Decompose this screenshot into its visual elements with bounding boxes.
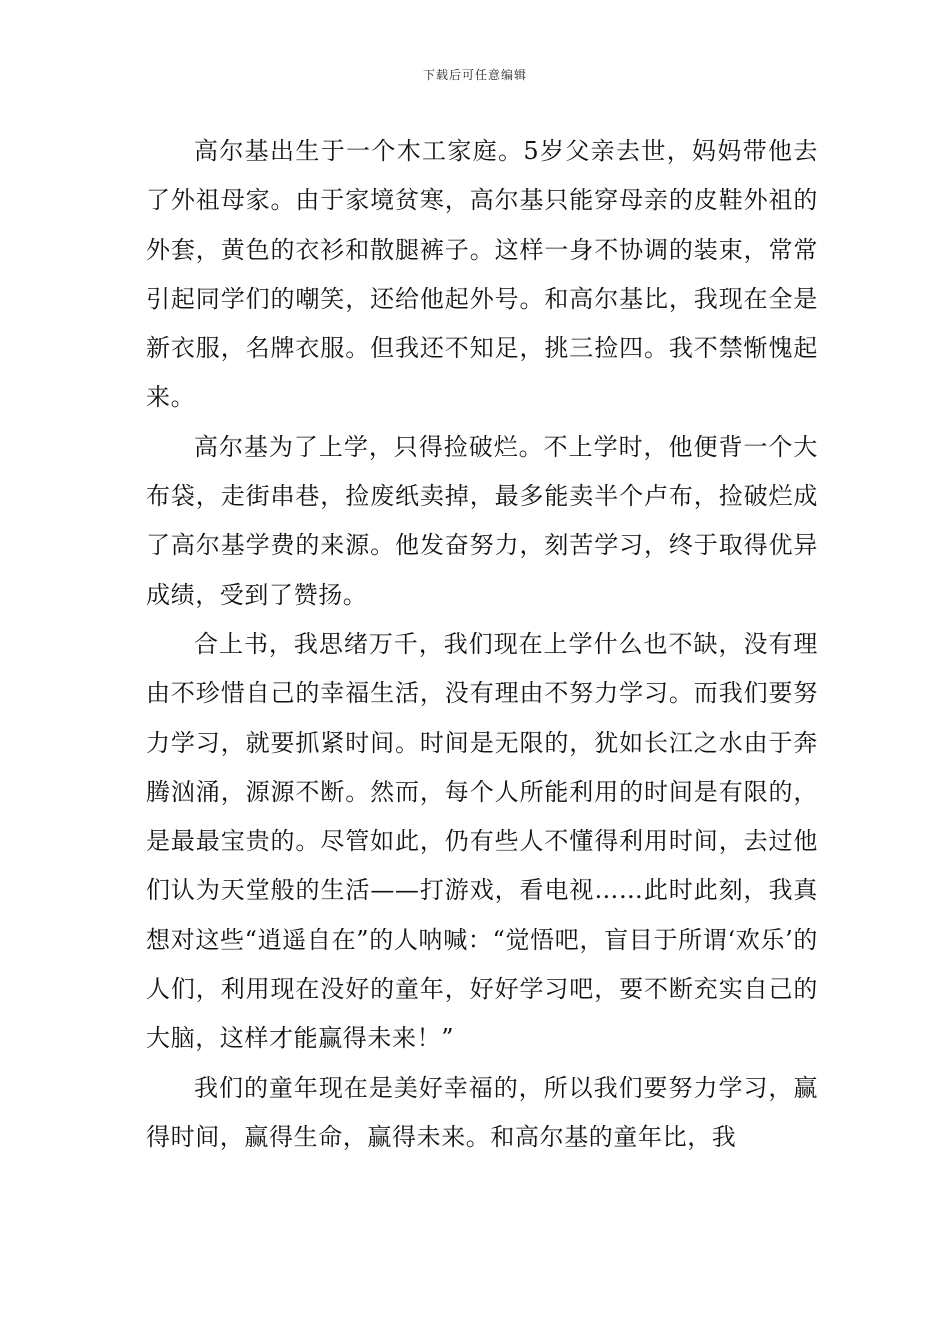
paragraph-3: 合上书，我思绪万千，我们现在上学什么也不缺，没有理由不珍惜自己的幸福生活，没有理由不努力学习。而我们要努力学习，就要抓紧时间。时间是无限的，犹如长江之水由于奔腾汹涌，源源不断。然而，每个人所能利用的时间是有限的，是最最宝贵的。尽管如此，仍有些人不懂得利用时间，去过他们认为天堂般的生活——打游戏，看电视……此时此刻，我真想对这些“逍遥自在”的人呐喊：“觉悟吧，盲目于所谓‘欢乐’的人们，利用现在没好的童年，好好学习吧，要不断充实自己的大脑，这样才能赢得未来！” <box>146 629 818 1053</box>
paragraph-1: 高尔基出生于一个木工家庭。5岁父亲去世，妈妈带他去了外祖母家。由于家境贫寒，高尔基只能穿母亲的皮鞋外祖的外套，黄色的衣衫和散腿裤子。这样一身不协调的装束，常常引起同学们的嘲笑，还给他起外号。和高尔基比，我现在全是新衣服，名牌衣服。但我还不知足，挑三捡四。我不禁惭愧起来。 <box>146 137 818 412</box>
paragraph-2: 高尔基为了上学，只得捡破烂。不上学时，他便背一个大布袋，走街串巷，捡废纸卖掉，最多能卖半个卢布，捡破烂成了高尔基学费的来源。他发奋努力，刻苦学习，终于取得优异成绩，受到了赞扬。 <box>146 432 818 609</box>
paragraph-4: 我们的童年现在是美好幸福的，所以我们要努力学习，赢得时间，赢得生命，赢得未来。和高尔基的童年比，我 <box>146 1073 818 1151</box>
document-body <box>146 127 818 1162</box>
page-header: 下载后可任意编辑 <box>422 68 527 82</box>
